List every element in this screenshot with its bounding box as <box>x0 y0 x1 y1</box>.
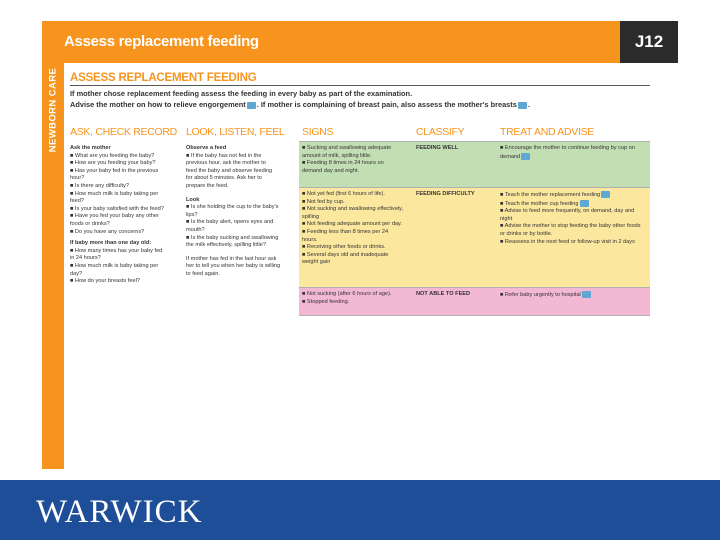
list-item: ■ Not feeding adequate amount per day. <box>302 221 402 228</box>
list-item: in 24 hours? <box>70 255 101 262</box>
list-item-text: ■ Refer baby urgently to hospital <box>500 291 581 298</box>
list-item: feed the baby and observe feeding <box>186 167 273 174</box>
look-note: her to tell you when her baby is willing <box>186 263 281 270</box>
list-item: day? <box>70 270 83 277</box>
look-column <box>186 145 280 279</box>
list-item: ■ Not yet fed (first 6 hours of life). <box>302 191 385 197</box>
classify-not-able-to-feed <box>416 291 470 299</box>
signs-feeding-well <box>302 145 391 175</box>
column-heading-treat: TREAT AND ADVISE <box>500 126 595 138</box>
classify-feeding-difficulty <box>416 191 475 199</box>
list-item: ■ Encourage the mother to continue feeding by cup on <box>500 145 635 151</box>
list-item-text: ■ Teach the mother replacement feeding <box>500 191 601 198</box>
intro-text: . If mother is complaining of breast pain, also assess the mother's breasts <box>256 100 517 109</box>
column-heading-signs: SIGNS <box>302 126 334 138</box>
section-title: ASSESS REPLACEMENT FEEDING <box>70 72 257 84</box>
list-item: ■ How are you feeding your baby? <box>70 160 156 167</box>
list-item: ■ Not fed by cup. <box>302 198 345 205</box>
row-divider <box>299 187 650 188</box>
list-item: ■ Advise to feed more frequently, on demand, day and <box>500 208 635 215</box>
list-item: ■ Has your baby fed in the previous <box>70 167 159 174</box>
list-item: ■ Have you fed your baby any other <box>70 213 159 220</box>
list-item: ■ Do you have any concerns? <box>70 228 145 235</box>
intro-text: . <box>527 100 530 109</box>
column-heading-classify: CLASSIFY <box>416 126 465 138</box>
row-divider <box>299 315 650 316</box>
list-item: ■ Is the baby sucking and swallowing <box>186 234 279 241</box>
list-item: previous hour, ask the mother to <box>186 160 266 167</box>
list-item: ■ Receiving other foods or drinks. <box>302 244 386 251</box>
list-item: hours. <box>302 236 318 243</box>
treat-not-able-to-feed <box>500 291 592 300</box>
intro-text: Advise the mother on how to relieve engorgement <box>70 100 246 109</box>
column-heading-ask: ASK, CHECK RECORD <box>70 126 177 138</box>
list-item <box>500 153 635 162</box>
list-item: ■ How much milk is baby taking per <box>70 262 159 269</box>
intro-line-2 <box>70 100 530 109</box>
list-item: spilling <box>302 213 320 220</box>
page-ref-icon <box>580 200 589 207</box>
list-item <box>500 191 641 200</box>
page-code: J12 <box>634 32 664 51</box>
treat-feeding-difficulty <box>500 191 641 246</box>
warwick-logo: WARWICK <box>36 494 203 530</box>
page-title: Assess replacement feeding <box>64 33 259 50</box>
list-item: amount of milk, spilling little. <box>302 152 372 159</box>
list-item: ■ Is there any difficulty? <box>70 182 129 189</box>
page-ref-icon <box>582 291 591 298</box>
column-heading-look: LOOK, LISTEN, FEEL <box>186 126 285 138</box>
page-ref-icon <box>518 102 527 109</box>
list-item: ■ What are you feeding the baby? <box>70 152 155 159</box>
classification-label: NOT ABLE TO FEED <box>416 291 471 297</box>
list-item <box>500 291 592 300</box>
list-item: ■ Sucking and swallowing adequate <box>302 145 392 151</box>
look-note: If mother has fed in the last hour ask <box>186 255 277 262</box>
look-heading: Observe a feed <box>186 145 227 151</box>
intro-line-1: If mother chose replacement feeding assess the feeding in every baby as part of the examination. <box>70 89 413 98</box>
list-item: ■ Advise the mother to stop feeding the baby other foods <box>500 223 641 230</box>
list-item <box>500 200 641 209</box>
list-item: demand day and night. <box>302 167 359 174</box>
list-item: feed? <box>70 198 84 205</box>
title-divider <box>70 85 650 86</box>
row-divider <box>299 287 650 288</box>
list-item: or drinks or by bottle. <box>500 230 553 237</box>
list-item: prepare the feed. <box>186 182 229 189</box>
look-note: to feed again. <box>186 270 220 277</box>
list-item: weight gain <box>302 259 331 266</box>
list-item: ■ Is she holding the cup to the baby's <box>186 204 279 211</box>
list-item: the milk effectively, spilling little? <box>186 242 267 249</box>
list-item: for about 5 minutes. Ask her to <box>186 175 262 182</box>
classification-label: FEEDING WELL <box>416 145 459 151</box>
list-item: ■ How many times has your baby fed <box>70 247 163 254</box>
list-item: ■ Not sucking (after 6 hours of age). <box>302 291 392 297</box>
list-item: ■ Stopped feeding. <box>302 298 350 305</box>
list-item: mouth? <box>186 226 205 233</box>
look-heading-2: Look <box>186 196 200 203</box>
list-item: ■ If the baby has not fed in the <box>186 152 262 159</box>
list-item: ■ Feeding less than 8 times per 24 <box>302 228 389 235</box>
list-item: ■ Feeding 8 times in 24 hours on <box>302 160 384 167</box>
ask-heading: Ask the mother <box>70 145 111 151</box>
page-ref-icon <box>521 153 530 160</box>
signs-feeding-difficulty <box>302 191 403 267</box>
ask-heading-2: If baby more than one day old: <box>70 240 152 247</box>
page-ref-icon <box>601 191 610 198</box>
treat-feeding-well <box>500 145 635 161</box>
classify-feeding-well <box>416 145 458 153</box>
list-item: ■ Several days old and inadequate <box>302 251 389 258</box>
row-divider <box>299 141 650 142</box>
list-item: night <box>500 215 513 222</box>
list-item: ■ Not sucking and swallowing effectively, <box>302 206 404 213</box>
list-item: ■ How do your breasts feel? <box>70 278 140 285</box>
side-tab-label: NEWBORN CARE <box>47 67 59 153</box>
list-item: hour? <box>70 175 85 182</box>
list-item: lips? <box>186 211 198 218</box>
list-item: ■ Reassess in the next feed or follow-up visit in 2 days <box>500 238 635 245</box>
list-item: ■ Is your baby satisfied with the feed? <box>70 205 164 212</box>
list-item: ■ How much milk is baby taking per <box>70 190 159 197</box>
ask-column <box>70 145 164 286</box>
classification-label: FEEDING DIFFICULTY <box>416 191 475 197</box>
list-item: ■ Is the baby alert, opens eyes and <box>186 219 274 226</box>
page-ref-icon <box>247 102 256 109</box>
list-item-text: demand <box>500 153 521 160</box>
list-item: foods or drinks? <box>70 220 110 227</box>
list-item-text: ■ Teach the mother cup feeding <box>500 200 579 207</box>
signs-not-able-to-feed <box>302 291 392 306</box>
